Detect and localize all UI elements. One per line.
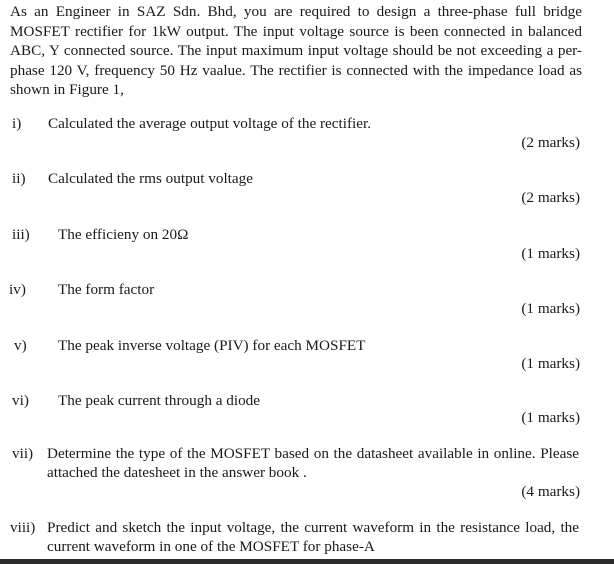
question-viii (10, 518, 590, 558)
marks-label: (2 marks) (521, 134, 580, 151)
question-text: The peak current through a diode (58, 392, 260, 409)
marks-label: (1 marks) (521, 409, 580, 426)
question-text: The efficieny on 20Ω (58, 226, 189, 243)
question-number: i) (12, 115, 22, 132)
question-number: viii) (10, 519, 36, 536)
question-i (12, 114, 572, 134)
question-number: vi) (12, 392, 29, 409)
marks-label: (2 marks) (521, 189, 580, 206)
question-ii (12, 169, 572, 189)
question-text: The form factor (58, 281, 155, 298)
question-number: iv) (9, 281, 26, 298)
bottom-edge-bar (0, 559, 614, 564)
question-iii (12, 225, 572, 245)
question-number: ii) (12, 170, 26, 187)
question-number: vii) (12, 445, 34, 462)
problem-statement: As an Engineer in SAZ Sdn. Bhd, you are required to design a three-phase full bridge MOSFET rectifier for 1kW output. The input voltage source is been connected in balanced ABC, Y connected source. The input maximum input voltage should be not exceeding a per-phase 120 V, frequency 50 Hz vaalue. The rectifier is connected with the impedance load as shown in Figure 1, (10, 3, 582, 99)
question-vii (12, 444, 592, 484)
question-text: Predict and sketch the input voltage, the current waveform in the resistance load, the current waveform in one of the MOSFET for phase-A (47, 519, 579, 555)
question-v (14, 336, 574, 356)
question-text: The peak inverse voltage (PIV) for each MOSFET (58, 337, 366, 354)
question-text: Calculated the average output voltage of the rectifier. (48, 115, 372, 132)
question-number: v) (14, 337, 27, 354)
marks-label: (1 marks) (521, 355, 580, 372)
question-vi (12, 391, 572, 411)
marks-label: (1 marks) (521, 245, 580, 262)
question-number: iii) (12, 226, 30, 243)
marks-label: (4 marks) (521, 483, 580, 500)
question-text: Calculated the rms output voltage (48, 170, 253, 187)
marks-label: (1 marks) (521, 300, 580, 317)
question-text: Determine the type of the MOSFET based on the datasheet available in online. Please attached the datesheet in the answer book . (47, 445, 579, 481)
question-iv (9, 280, 569, 300)
